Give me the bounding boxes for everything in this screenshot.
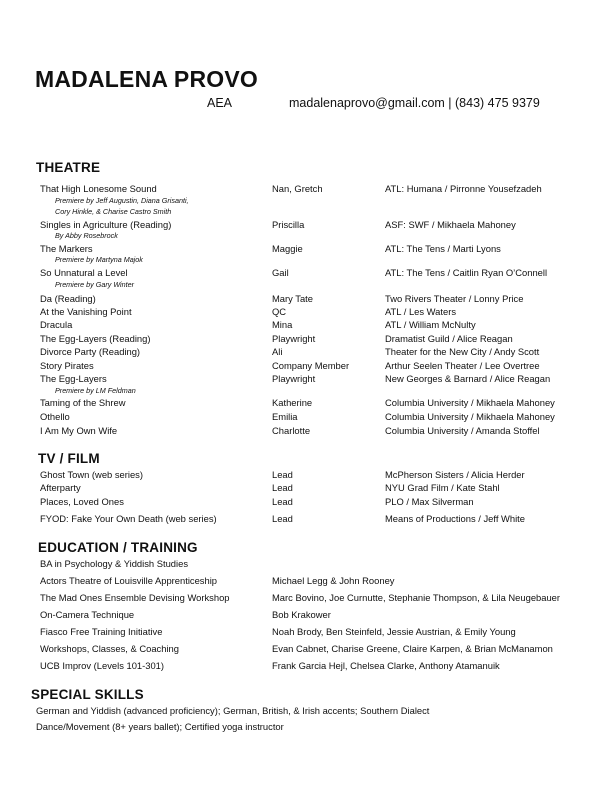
section-title-education: EDUCATION / TRAINING (38, 540, 198, 555)
credit-title: So Unnatural a Level (40, 267, 128, 278)
theatre-row (0, 305, 612, 318)
tvfilm-row (0, 481, 612, 494)
theatre-row (0, 345, 612, 358)
education-row (0, 625, 612, 638)
credit-venue: ATL / Les Waters (385, 306, 457, 317)
education-row (0, 659, 612, 672)
credit-venue: New Georges & Barnard / Alice Reagan (385, 373, 551, 384)
credit-venue: Means of Productions / Jeff White (385, 513, 525, 524)
program-teachers: Marc Bovino, Joe Curnutte, Stephanie Thompson, & Lila Neugebauer (272, 592, 561, 603)
tvfilm-row (0, 468, 612, 481)
credit-role: Gail (272, 267, 289, 278)
credit-title: Story Pirates (40, 360, 94, 371)
program-name: Actors Theatre of Louisville Apprenticeship (40, 575, 218, 586)
credit-title: Places, Loved Ones (40, 496, 124, 507)
theatre-row (0, 424, 612, 437)
union-affiliation: AEA (207, 96, 233, 110)
credit-role: Katherine (272, 397, 313, 408)
credit-venue: Theater for the New City / Andy Scott (385, 346, 540, 357)
education-row (0, 557, 612, 570)
section-title-tv-film: TV / FILM (38, 451, 100, 466)
credit-venue: Columbia University / Mikhaela Mahoney (385, 411, 555, 422)
credit-role: Mary Tate (272, 293, 313, 304)
credit-role: QC (272, 306, 287, 317)
tvfilm-row (0, 512, 612, 525)
credit-venue: ASF: SWF / Mikhaela Mahoney (385, 219, 516, 230)
credit-title: The Egg-Layers (Reading) (40, 333, 151, 344)
credit-title: Ghost Town (web series) (40, 469, 143, 480)
education-row (0, 608, 612, 621)
section-title-special-skills: SPECIAL SKILLS (31, 687, 144, 702)
program-teachers: Evan Cabnet, Charise Greene, Claire Karpen, & Brian McManamon (272, 643, 553, 654)
credit-role: Playwright (272, 333, 316, 344)
contact-info: madalenaprovo@gmail.com | (843) 475 9379 (289, 96, 540, 110)
tvfilm-row (0, 495, 612, 508)
playwright-credit: Premiere by LM Feldman (55, 386, 136, 395)
credit-title: Da (Reading) (40, 293, 96, 304)
credit-venue: Columbia University / Amanda Stoffel (385, 425, 540, 436)
skill-line: Dance/Movement (8+ years ballet); Certified yoga instructor (36, 721, 284, 732)
credit-venue: ATL: The Tens / Marti Lyons (385, 243, 501, 254)
credit-title: The Egg-Layers (40, 373, 107, 384)
playwright-credit: Premiere by Jeff Augustin, Diana Grisanti, (55, 196, 189, 205)
credit-role: Company Member (272, 360, 350, 371)
credit-venue: NYU Grad Film / Kate Stahl (385, 482, 500, 493)
credit-venue: Arthur Seelen Theater / Lee Overtree (385, 360, 540, 371)
theatre-row (0, 242, 612, 255)
education-row (0, 574, 612, 587)
playwright-credit: By Abby Rosebrock (55, 231, 118, 240)
credit-venue: ATL: The Tens / Caitlin Ryan O’Connell (385, 267, 548, 278)
credit-title: At the Vanishing Point (40, 306, 132, 317)
theatre-row (0, 292, 612, 305)
program-teachers: Noah Brody, Ben Steinfeld, Jessie Austrian, & Emily Young (272, 626, 516, 637)
theatre-row (0, 410, 612, 423)
credit-venue: ATL / William McNulty (385, 319, 476, 330)
program-name: BA in Psychology & Yiddish Studies (40, 558, 189, 569)
credit-title: That High Lonesome Sound (40, 183, 157, 194)
theatre-row (0, 266, 612, 279)
credit-title: Othello (40, 411, 70, 422)
credit-venue: Dramatist Guild / Alice Reagan (385, 333, 513, 344)
playwright-credit: Premiere by Martyna Majok (55, 255, 143, 264)
credit-title: Afterparty (40, 482, 81, 493)
theatre-row (0, 318, 612, 331)
credit-role: Lead (272, 469, 293, 480)
theatre-row (0, 396, 612, 409)
credit-venue: Two Rivers Theater / Lonny Price (385, 293, 524, 304)
skill-line: German and Yiddish (advanced proficiency); German, British, & Irish accents; Southern Dialect (36, 705, 430, 716)
credit-role: Lead (272, 482, 293, 493)
playwright-credit: Premiere by Gary Winter (55, 280, 135, 289)
program-name: Fiasco Free Training Initiative (40, 626, 163, 637)
program-name: The Mad Ones Ensemble Devising Workshop (40, 592, 230, 603)
credit-title: Divorce Party (Reading) (40, 346, 141, 357)
credit-title: FYOD: Fake Your Own Death (web series) (40, 513, 217, 524)
credit-role: Playwright (272, 373, 316, 384)
credit-role: Charlotte (272, 425, 311, 436)
credit-role: Lead (272, 513, 293, 524)
theatre-row (0, 372, 612, 385)
credit-role: Lead (272, 496, 293, 507)
education-row (0, 642, 612, 655)
theatre-row (0, 182, 612, 195)
program-name: On-Camera Technique (40, 609, 135, 620)
credit-venue: McPherson Sisters / Alicia Herder (385, 469, 525, 480)
program-name: Workshops, Classes, & Coaching (40, 643, 179, 654)
credit-title: The Markers (40, 243, 93, 254)
credit-role: Mina (272, 319, 293, 330)
section-title-theatre: THEATRE (36, 160, 101, 175)
credit-role: Emilia (272, 411, 298, 422)
credit-title: Taming of the Shrew (40, 397, 126, 408)
credit-role: Nan, Gretch (272, 183, 323, 194)
credit-title: Dracula (40, 319, 73, 330)
credit-title: Singles in Agriculture (Reading) (40, 219, 172, 230)
theatre-row (0, 359, 612, 372)
credit-role: Priscilla (272, 219, 305, 230)
theatre-row (0, 218, 612, 231)
credit-venue: Columbia University / Mikhaela Mahoney (385, 397, 555, 408)
credit-role: Maggie (272, 243, 303, 254)
program-teachers: Frank Garcia Hejl, Chelsea Clarke, Anthony Atamanuik (272, 660, 500, 671)
theatre-row (0, 332, 612, 345)
credit-role: Ali (272, 346, 283, 357)
credit-venue: PLO / Max Silverman (385, 496, 474, 507)
program-teachers: Michael Legg & John Rooney (272, 575, 395, 586)
playwright-credit: Cory Hinkle, & Charise Castro Smith (55, 207, 172, 216)
program-teachers: Bob Krakower (272, 609, 331, 620)
program-name: UCB Improv (Levels 101-301) (40, 660, 165, 671)
credit-title: I Am My Own Wife (40, 425, 118, 436)
credit-venue: ATL: Humana / Pirronne Yousefzadeh (385, 183, 542, 194)
education-row (0, 591, 612, 604)
resume-name: MADALENA PROVO (35, 66, 259, 92)
